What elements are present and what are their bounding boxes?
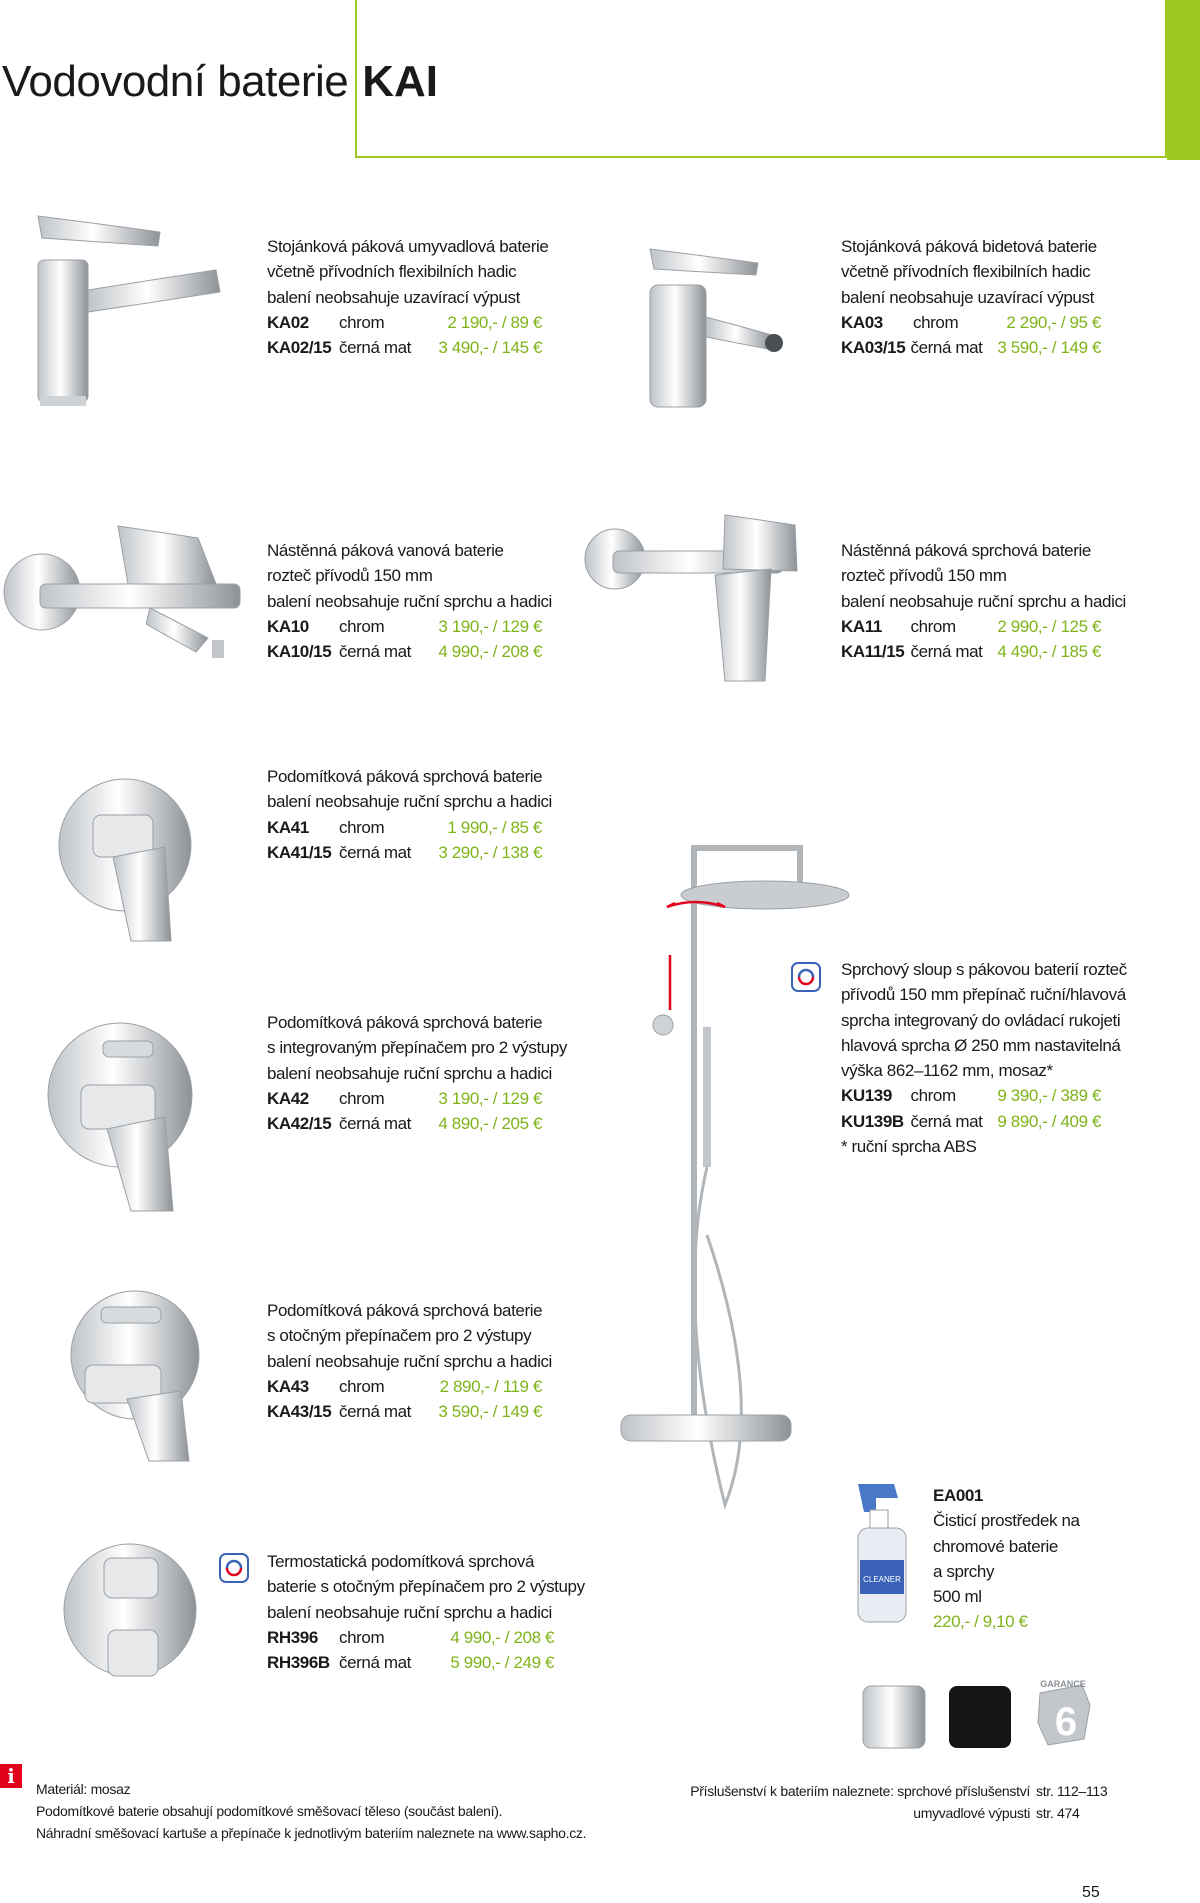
- product-desc-line: balení neobsahuje ruční sprchu a hadici: [267, 1351, 552, 1371]
- product-code: KA41/15: [267, 842, 332, 862]
- product-desc-line: Podomítková páková sprchová baterie: [267, 767, 543, 786]
- product-desc-line: přívodů 150 mm přepínač ruční/hlavová: [841, 985, 1126, 1005]
- product-ka03: [841, 234, 1101, 360]
- product-desc-line: Čisticí prostředek na: [933, 1511, 1080, 1531]
- product-price: 9 390,- / 389 €: [997, 1086, 1101, 1106]
- product-price: 3 290,- / 138 €: [438, 842, 542, 862]
- product-price: 3 590,- / 149 €: [997, 338, 1101, 358]
- product-rh396: [267, 1549, 585, 1675]
- product-desc-line: chromové baterie: [933, 1536, 1058, 1556]
- product-code: KA10: [267, 616, 309, 636]
- product-price: 1 990,- / 85 €: [447, 817, 542, 837]
- shower-column-image: [615, 805, 850, 1655]
- product-price: 4 890,- / 205 €: [438, 1114, 542, 1134]
- bath-mixer-image: [0, 520, 260, 665]
- product-finish: černá mat: [339, 1114, 411, 1134]
- footer-note: Materiál: mosaz: [36, 1781, 131, 1797]
- product-desc-line: a sprchy: [933, 1561, 995, 1581]
- product-price: 4 490,- / 185 €: [997, 642, 1101, 662]
- reference-text: umyvadlové výpusti: [913, 1805, 1030, 1821]
- product-code: KA11: [841, 616, 882, 636]
- product-price: 3 590,- / 149 €: [438, 1402, 542, 1422]
- product-ku139: [841, 957, 1127, 1159]
- product-ka02: [267, 234, 549, 360]
- product-desc-line: sprcha integrovaný do ovládací rukojeti: [841, 1010, 1121, 1030]
- guarantee-years: 6: [1054, 1700, 1078, 1744]
- price-row: [841, 310, 1101, 335]
- product-code: KA43/15: [267, 1402, 332, 1422]
- price-row: [267, 1650, 554, 1675]
- product-desc-line: rozteč přívodů 150 mm: [267, 566, 433, 586]
- product-ka11: [841, 538, 1126, 664]
- price-row: [267, 1625, 554, 1650]
- product-desc-line: balení neobsahuje uzavírací výpust: [267, 287, 520, 307]
- product-price: 2 290,- / 95 €: [1006, 312, 1101, 332]
- product-price: 5 990,- / 249 €: [450, 1653, 554, 1673]
- product-desc-line: s integrovaným přepínačem pro 2 výstupy: [267, 1038, 567, 1058]
- product-code: RH396: [267, 1627, 318, 1647]
- product-desc-line: Termostatická podomítková sprchová: [267, 1552, 535, 1571]
- cleaner-bottle-image: [850, 1480, 922, 1625]
- product-note: * ruční sprcha ABS: [841, 1137, 977, 1157]
- footer-note: Náhradní směšovací kartuše a přepínače k jednotlivým bateriím naleznete na www.sapho.cz.: [36, 1825, 587, 1841]
- bidet-faucet-image: [640, 245, 800, 410]
- product-ka41: [267, 764, 552, 865]
- product-finish: černá mat: [910, 1111, 983, 1131]
- product-ka10: [267, 538, 552, 664]
- product-code: KA42/15: [267, 1114, 332, 1134]
- product-price: 2 990,- / 125 €: [997, 616, 1101, 636]
- product-desc-line: včetně přívodních flexibilních hadic: [841, 262, 1091, 282]
- footer-note: Podomítkové baterie obsahují podomítkové směšovací těleso (součást balení).: [36, 1803, 503, 1819]
- product-code: RH396B: [267, 1653, 330, 1673]
- black-matte-finish-swatch: [948, 1685, 1012, 1749]
- product-desc-line: Stojánková páková bidetová baterie: [841, 237, 1097, 256]
- price-row: [267, 840, 542, 865]
- reference-row: [690, 1780, 1108, 1802]
- page-title: [2, 54, 438, 110]
- price-row: [841, 1083, 1101, 1108]
- product-desc-line: balení neobsahuje ruční sprchu a hadici: [267, 1602, 552, 1622]
- product-price: 2 190,- / 89 €: [447, 312, 542, 332]
- reference-text: Příslušenství k bateriím naleznete: sprchové příslušenství: [690, 1783, 1030, 1799]
- price-row: [267, 614, 542, 639]
- price-row: [267, 1374, 542, 1399]
- reference-page: str. 474: [1036, 1805, 1080, 1821]
- turbo-clean-icon: [219, 1553, 249, 1583]
- product-finish: chrom: [339, 1088, 385, 1108]
- product-finish: černá mat: [339, 842, 411, 862]
- product-finish: chrom: [910, 616, 956, 636]
- product-price: 2 890,- / 119 €: [439, 1376, 542, 1396]
- accessories-reference: [690, 1780, 1108, 1824]
- basin-faucet-image: [30, 210, 230, 410]
- title-frame: [355, 0, 1167, 158]
- price-row: [841, 335, 1101, 360]
- product-finish: chrom: [339, 312, 385, 332]
- product-finish: chrom: [339, 1627, 385, 1647]
- price-row: [267, 639, 542, 664]
- product-desc-line: Nástěnná páková sprchová baterie: [841, 541, 1091, 560]
- product-code: KU139B: [841, 1111, 904, 1131]
- product-desc-line: balení neobsahuje ruční sprchu a hadici: [267, 591, 552, 611]
- price-row: [267, 1111, 542, 1136]
- product-finish: černá mat: [339, 642, 411, 662]
- product-price: 4 990,- / 208 €: [450, 1627, 554, 1647]
- product-desc-line: rozteč přívodů 150 mm: [841, 566, 1007, 586]
- price-row: [841, 639, 1101, 664]
- guarantee-label: GARANCE: [1040, 1679, 1086, 1689]
- product-finish: chrom: [910, 1086, 956, 1106]
- product-desc-line: Stojánková páková umyvadlová baterie: [267, 237, 549, 256]
- product-finish: chrom: [913, 312, 959, 332]
- product-code: KA03/15: [841, 338, 906, 358]
- price-row: [267, 335, 542, 360]
- turbo-clean-icon: [791, 962, 821, 992]
- product-ea001: [933, 1483, 1113, 1635]
- product-desc-line: balení neobsahuje ruční sprchu a hadici: [841, 591, 1126, 611]
- product-finish: černá mat: [339, 1653, 411, 1673]
- product-code: KA02/15: [267, 338, 332, 358]
- product-finish: chrom: [339, 616, 385, 636]
- product-code: KA10/15: [267, 642, 332, 662]
- title-bold: KAI: [362, 57, 439, 106]
- reference-row: [690, 1802, 1100, 1824]
- price-row: [841, 614, 1101, 639]
- chrome-finish-swatch: [862, 1685, 926, 1749]
- page-number: 55: [1082, 1884, 1100, 1901]
- product-desc-line: výška 862–1162 mm, mosaz*: [841, 1061, 1053, 1081]
- product-price: 3 190,- / 129 €: [438, 616, 542, 636]
- product-finish: černá mat: [339, 1402, 411, 1422]
- info-icon: i: [0, 1764, 22, 1788]
- product-code: KA03: [841, 312, 883, 332]
- product-price: 4 990,- / 208 €: [438, 642, 542, 662]
- guarantee-icon: [1030, 1675, 1096, 1749]
- product-code: KA43: [267, 1376, 309, 1396]
- product-code: KA11/15: [841, 642, 905, 662]
- ka42-concealed-mixer-image: [45, 1005, 195, 1215]
- product-desc-line: Podomítková páková sprchová baterie: [267, 1301, 543, 1320]
- product-code: KU139: [841, 1086, 892, 1106]
- ka41-concealed-mixer-image: [55, 775, 195, 945]
- product-finish: černá mat: [910, 338, 983, 358]
- price-row: [267, 1086, 542, 1111]
- product-desc-line: 500 ml: [933, 1587, 982, 1607]
- title-light: Vodovodní baterie: [2, 57, 349, 106]
- product-finish: černá mat: [339, 338, 411, 358]
- product-desc-line: s otočným přepínačem pro 2 výstupy: [267, 1326, 532, 1346]
- shower-mixer-image: [575, 505, 805, 685]
- ka43-concealed-mixer-image: [65, 1285, 205, 1465]
- product-desc-line: balení neobsahuje ruční sprchu a hadici: [267, 1063, 552, 1083]
- product-finish: chrom: [339, 1376, 385, 1396]
- product-desc-line: Podomítková páková sprchová baterie: [267, 1013, 543, 1032]
- rh396-thermostatic-mixer-image: [60, 1530, 200, 1700]
- product-code: EA001: [933, 1486, 983, 1505]
- price-row: [267, 815, 542, 840]
- accent-bar: [1167, 0, 1200, 160]
- product-price: 3 190,- / 129 €: [438, 1088, 542, 1108]
- product-ka42: [267, 1010, 567, 1136]
- product-desc-line: Sprchový sloup s pákovou baterií rozteč: [841, 960, 1127, 979]
- product-desc-line: hlavová sprcha Ø 250 mm nastavitelná: [841, 1035, 1121, 1055]
- cleaner-bottle-label: CLEANER: [863, 1575, 901, 1584]
- price-row: [267, 1399, 542, 1424]
- product-desc-line: balení neobsahuje ruční sprchu a hadici: [267, 792, 552, 812]
- product-code: KA42: [267, 1088, 309, 1108]
- product-desc-line: baterie s otočným přepínačem pro 2 výstupy: [267, 1577, 585, 1597]
- product-finish: černá mat: [910, 642, 983, 662]
- price-row: [267, 310, 542, 335]
- product-desc-line: včetně přívodních flexibilních hadic: [267, 262, 517, 282]
- reference-page: str. 112–113: [1036, 1783, 1108, 1799]
- product-desc-line: balení neobsahuje uzavírací výpust: [841, 287, 1094, 307]
- product-code: KA41: [267, 817, 309, 837]
- product-desc-line: Nástěnná páková vanová baterie: [267, 541, 504, 560]
- product-price: 220,- / 9,10 €: [933, 1612, 1028, 1632]
- price-row: [841, 1109, 1101, 1134]
- product-ka43: [267, 1298, 552, 1424]
- product-finish: chrom: [339, 817, 385, 837]
- product-price: 3 490,- / 145 €: [438, 338, 542, 358]
- product-price: 9 890,- / 409 €: [997, 1111, 1101, 1131]
- product-code: KA02: [267, 312, 309, 332]
